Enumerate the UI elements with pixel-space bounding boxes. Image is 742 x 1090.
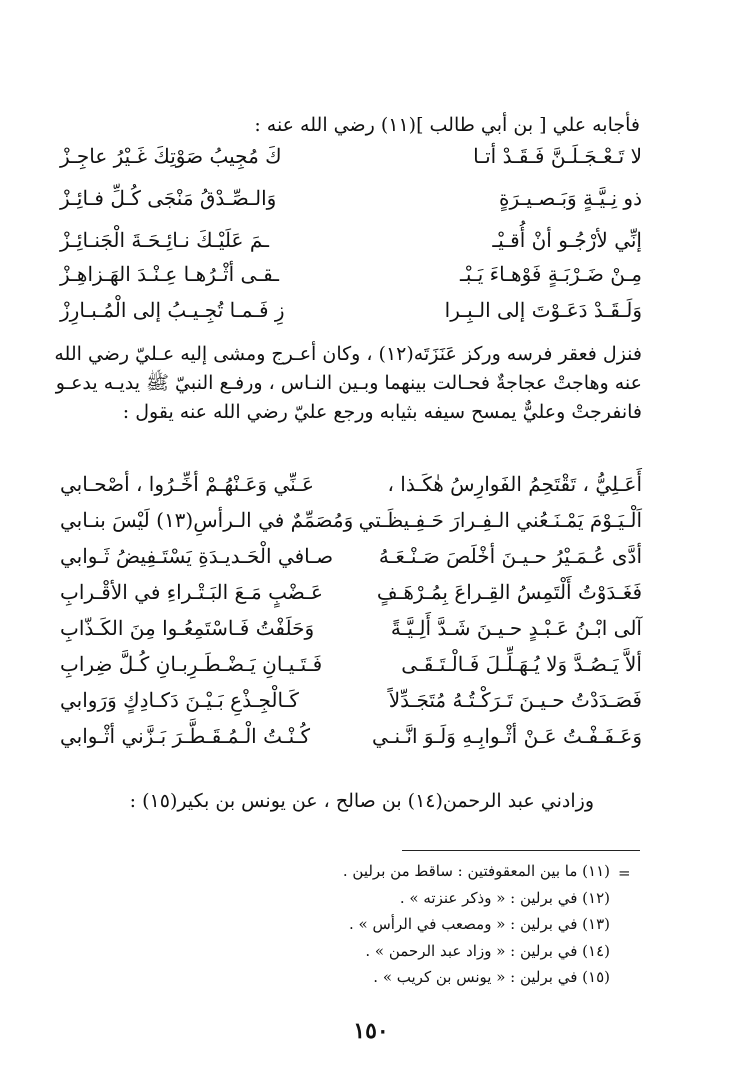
prose-paragraph — [54, 340, 642, 427]
verse — [60, 652, 642, 688]
verse-first-hemistich: إنِّي لأرْجُـو أنْ أُقـيْـ — [492, 228, 642, 252]
verse-first-hemistich: أَعَـلِيُّ ، تَقْتَحِمُ الفَوارِسُ هٰكَـذا ، — [387, 472, 642, 496]
verse-second-hemistich: عَـنِّي وَعَـنْهُـمْ أخِّـرُوا ، أصْحـابي — [60, 472, 314, 496]
footnote: (١٥) في برلين : « يونس بن كريب » . — [373, 968, 610, 986]
footnote: (١٤) في برلين : « وزاد عبد الرحمن » . — [365, 941, 610, 960]
verse — [60, 580, 642, 616]
verse-second-hemistich: وَمُصَمِّمٌ في الـرأسِ(١٣) لَيْسَ بنـابي — [60, 508, 354, 532]
verse-first-hemistich: لا تَـعْـجَـلَـنَّ فَـقَـدْ أتـا — [473, 144, 642, 168]
verse-second-hemistich: ـقـى أثْـرُهـا عِـنْـدَ الهَـزاهِـزْ — [60, 262, 280, 286]
prose-line: عنه وهاجتْ عجاجةٌ فحـالت بينهما وبـين النـاس ، ورفـع النبيّ ﷺ يديـه يدعـو — [55, 372, 642, 394]
verse-first-hemistich: فَصَـدَدْتُ حـيـنَ تَـرَكْـتُـهُ مُتَجَـدِّلاً — [388, 688, 642, 712]
verse-first-hemistich: أدَّى عُـمَـيْرُ حـيـنَ أخْلَصَ صَـنْـعَـهُ — [378, 544, 642, 568]
verse — [60, 616, 642, 652]
verse — [60, 544, 642, 580]
verse-first-hemistich: مِـنْ ضَـرْبَـةٍ فَوْهـاءَ يَـبْـ — [459, 262, 642, 286]
verse-second-hemistich: زِ فَـمـا تُجِـيـبُ إلى الْمُـبـارِزْ — [60, 298, 285, 322]
verse-first-hemistich: اَلْـيَـوْمَ يَمْـنَـعُني الـفِـرارَ حَـفِـيظَـتي — [358, 508, 642, 532]
prose-line: فانفرجتْ وعليٌّ يمسح سيفه بثيابه ورجع عليّ رضي الله عنه يقول : — [122, 401, 642, 423]
verse-second-hemistich: كَـالْجِـذْعِ بَـيْـنَ دَكـادِكٍ وَرَوابي — [60, 688, 299, 712]
footnote: (١٣) في برلين : « ومصعب في الرأس » . — [349, 915, 610, 933]
verse — [60, 508, 642, 544]
verse — [60, 688, 642, 724]
verse-first-hemistich: وَلَـقَـدْ دَعَـوْتَ إلى الـبِـرا — [444, 298, 642, 322]
verse — [60, 262, 642, 292]
verse — [60, 472, 642, 508]
verse-second-hemistich: ـمَ عَلَيْـكَ نـائِـحَـةَ الْجَنـائِـزْ — [60, 228, 269, 252]
page-number: ١٥٠ — [353, 1018, 389, 1044]
verse-second-hemistich: وَالـصِّـدْقُ مَنْجَى كُـلِّ فـائِـزْ — [60, 186, 277, 210]
verse-first-hemistich: فَغَـدَوْتُ أَلْتَمِسُ القِـراعَ بِمُـرْهَـفٍ — [376, 580, 642, 604]
verse-second-hemistich: فَـتَـيـانِ يَـضْـطَـرِبـانِ كُـلَّ ضِرابِ — [60, 652, 323, 676]
verse-first-hemistich: ألاَّ يَـصُـدَّ وَلا يُـهَـلِّـلَ فَـالْـتَـقَـى — [401, 652, 642, 676]
closing-line: وزادني عبد الرحمن(١٤) بن صالح ، عن يونس بن بكير(١٥) : — [129, 790, 594, 812]
verse-second-hemistich: وَحَلَفْتُ فَـاسْتَمِعُـوا مِنَ الكَـذّابِ — [60, 616, 315, 640]
verse — [60, 724, 642, 760]
verse-second-hemistich: صـافي الْحَـديـدَةِ يَسْتَـفِيضُ ثَـوابي — [60, 544, 334, 568]
verse-second-hemistich: كُـنْـتُ الْـمُـقَـطَّـرَ بَـزَّني أثْـوابي — [60, 724, 310, 748]
prose-line: فنزل فعقر فرسه وركز عَنَزَتَه(١٢) ، وكان أعـرج ومشى إليه عـليّ رضي الله — [54, 343, 642, 365]
verse — [60, 228, 642, 258]
footnote-continuation-marker: = — [618, 864, 631, 882]
verse — [60, 144, 642, 174]
footnote-divider — [402, 850, 640, 851]
verse — [60, 186, 642, 216]
verse — [60, 298, 642, 328]
verse-first-hemistich: آلى ابْـنُ عَـبْـدٍ حـيـنَ شَـدَّ أَلِـيَّـةً — [390, 616, 642, 640]
verse-second-hemistich: كَ مُجِيبُ صَوْتِكَ غَـيْرُ عاجِـزْ — [60, 144, 282, 168]
footnote: (١١) ما بين المعقوفتين : ساقط من برلين . — [342, 862, 610, 880]
verse-first-hemistich: ذو نِـيَّـةٍ وَبَـصـيـرَةٍ — [498, 186, 642, 210]
footnotes — [343, 858, 610, 991]
intro-line: فأجابه علي [ بن أبي طالب ](١١) رضي الله عنه : — [254, 114, 640, 136]
footnote: (١٢) في برلين : « وذكر عنزته » . — [399, 888, 610, 907]
verse-second-hemistich: عَـضْبٍ مَـعَ البَـتْـراءِ في الأقْـرابِ — [60, 580, 323, 604]
verse-first-hemistich: وَعَـفَـفْـتُ عَـنْ أثْـوابِـهِ وَلَـوَ انَّـنـي — [372, 724, 642, 748]
